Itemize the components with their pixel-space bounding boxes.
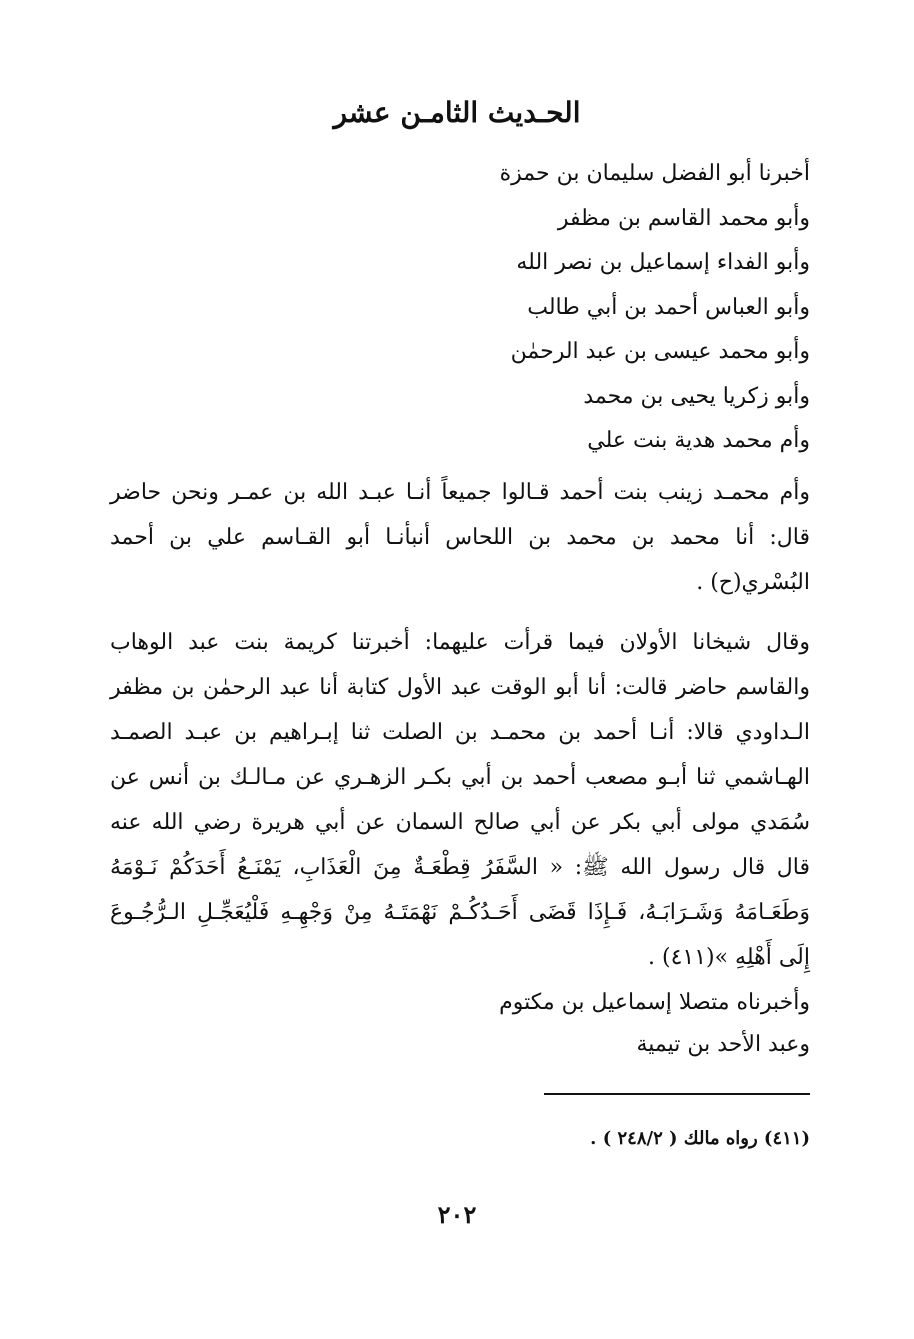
- paragraph-isnad: وأم محمـد زينب بنت أحمد قـالوا جميعاً أنـا عبـد الله بن عمـر ونحن حاضر قال: أنا محمد بن محمد بن اللحاس أنبأنـا أبو القـاسم علي بن أحمد البُسْري(ح) .: [110, 480, 810, 595]
- footnote-divider: [544, 1093, 810, 1095]
- page-number: ٢٠٢: [437, 1200, 477, 1229]
- chain-line: وأبو العباس أحمد بن أبي طالب: [527, 294, 810, 320]
- chain-line: وأبو محمد القاسم بن مظفر: [557, 205, 810, 231]
- chain-line: أخبرنا أبو الفضل سليمان بن حمزة: [499, 161, 810, 186]
- chain-line: وأبو زكريا يحيى بن محمد: [583, 383, 810, 409]
- closing-line: وأخبرناه متصلا إسماعيل بن مكتوم: [499, 990, 810, 1015]
- paragraph-hadith: وقال شيخانا الأولان فيما قرأت عليهما: أخبرتنا كريمة بنت عبد الوهاب والقاسم حاضر قالت: أنا أبو الوقت عبد الأول كتابة أنا عبد الرحمٰن بن مظفر الـداودي قالا: أنـا أحمد بن محمـد بن الصلت ثنا إبـراهيم بن عبـد الصمـد الهـاشمي ثنا أبـو مصعب أحمد بن أبي بكـر الزهـري عن مـالـك بن أنس عن سُمَدي مولى أبي بكر عن أبي صالح السمان عن أبي هريرة رضي الله عنه قال قال رسول الله ﷺ: « السَّفَرُ قِطْعَـةٌ مِنَ الْعَذَابِ، يَمْنَـعُ أَحَدَكُمْ نَـوْمَهُ وَطَعَـامَهُ وَشَـرَابَـهُ، فَـإِذَا قَضَى أَحَـدُكُـمْ نَهْمَتَـهُ مِنْ وَجْهِـهِ فَلْيُعَجِّـلِ الـرُّجُـوعَ إِلَى أَهْلِهِ »(٤١١) .: [110, 630, 811, 970]
- chain-line: وأم محمد هدية بنت علي: [587, 428, 810, 453]
- chain-line: وأبو محمد عيسى بن عبد الرحمٰن: [510, 339, 810, 364]
- closing-chain: [250, 982, 810, 1066]
- closing-line: وعبد الأحد بن تيمية: [636, 1032, 810, 1057]
- narrator-chain: [250, 152, 810, 464]
- footnote: (٤١١) رواه مالك ( ٢٤٨/٢ ) .: [590, 1128, 810, 1149]
- page-title: الحـديث الثامـن عشر: [333, 96, 581, 129]
- chain-line: وأبو الفداء إسماعيل بن نصر الله: [516, 250, 810, 275]
